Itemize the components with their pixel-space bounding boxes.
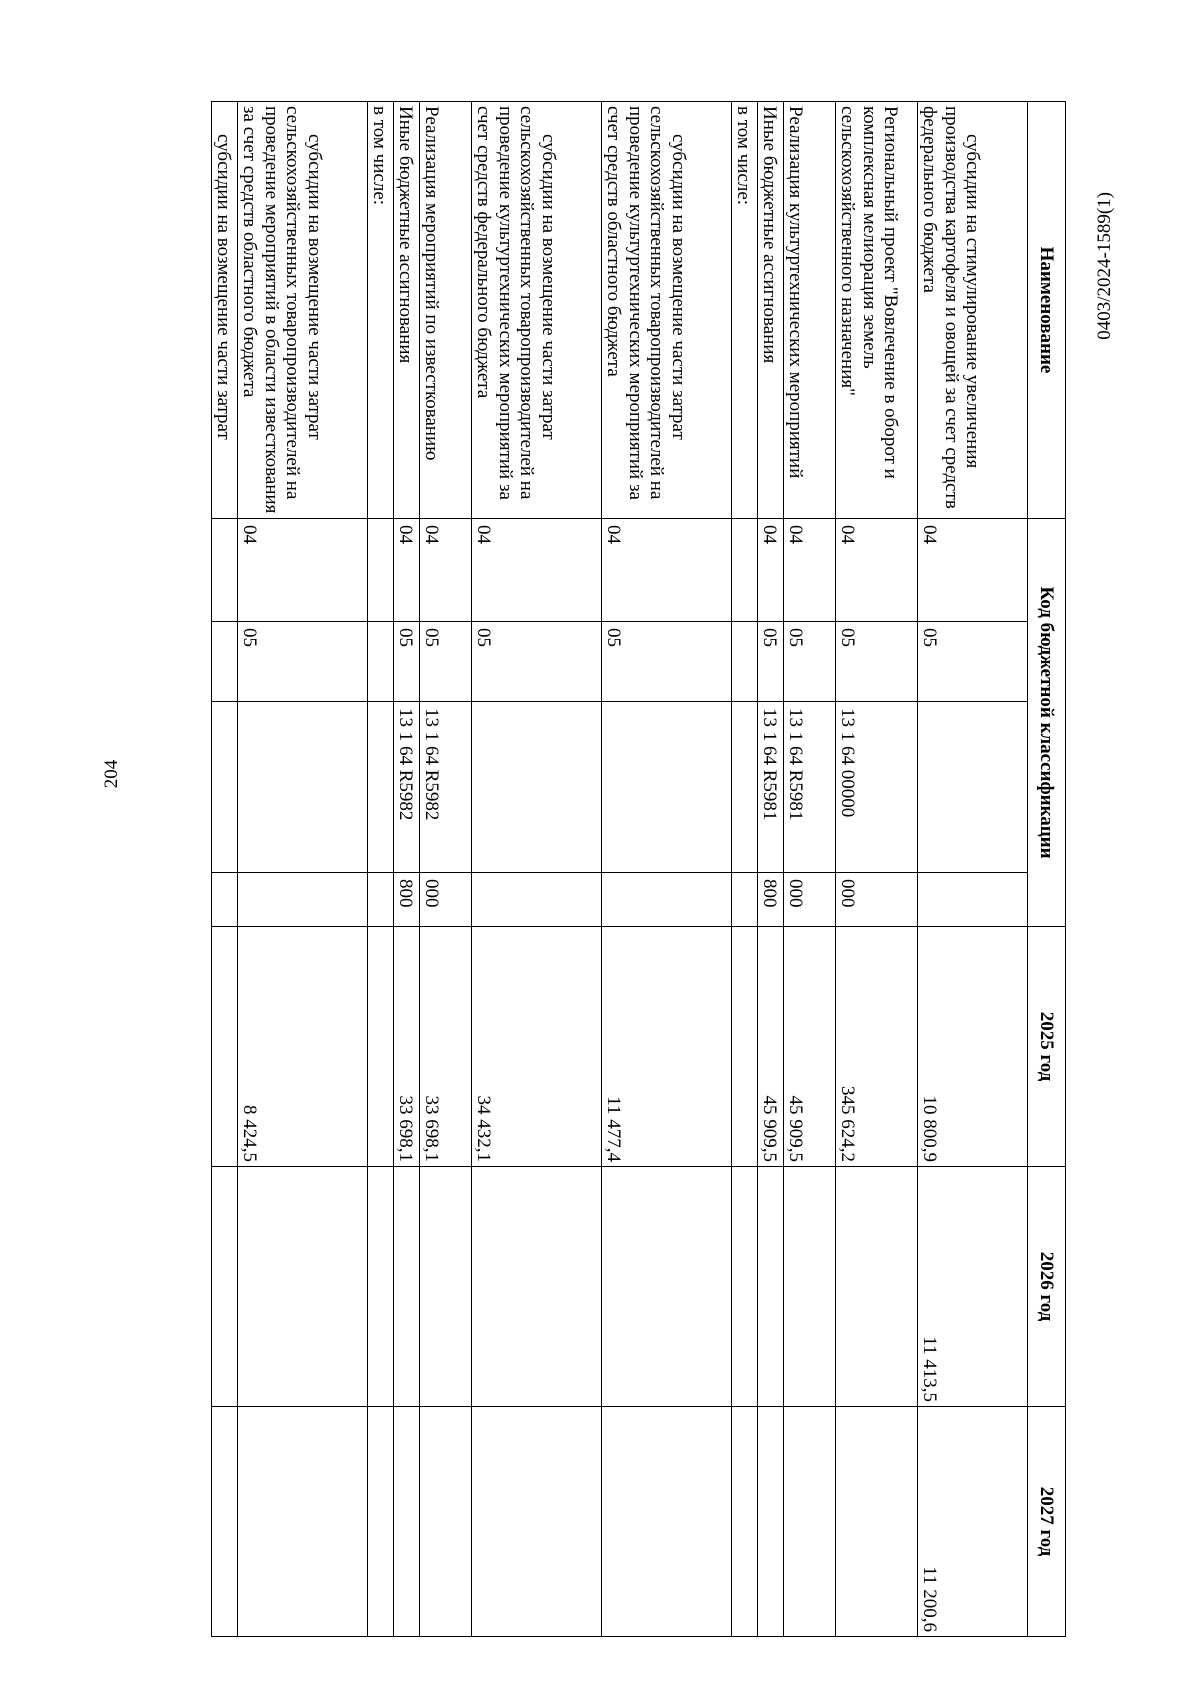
table-row xyxy=(368,102,394,1637)
code-target xyxy=(368,702,394,873)
code-subsection: 05 xyxy=(238,622,368,702)
value-2027 xyxy=(238,1407,368,1637)
value-2025: 45 909,5 xyxy=(784,927,836,1167)
code-expense-type xyxy=(918,873,1028,927)
code-target xyxy=(918,702,1028,873)
value-2025 xyxy=(368,927,394,1167)
row-name: субсидии на стимулирование увеличения производства картофеля и овощей за счет средств федерального бюджета xyxy=(918,102,1028,519)
code-subsection: 05 xyxy=(472,622,602,702)
value-2026 xyxy=(758,1167,784,1407)
code-target: 13 1 64 00000 xyxy=(836,702,918,873)
value-2027 xyxy=(732,1407,758,1637)
value-2027 xyxy=(758,1407,784,1637)
code-expense-type xyxy=(368,873,394,927)
code-target: 13 1 64 R5982 xyxy=(394,702,420,873)
code-target xyxy=(602,702,732,873)
row-name: Иные бюджетные ассигнования xyxy=(758,102,784,519)
value-2026 xyxy=(212,1167,238,1407)
value-2027 xyxy=(784,1407,836,1637)
code-target xyxy=(212,702,238,873)
code-target xyxy=(472,702,602,873)
value-2027 xyxy=(602,1407,732,1637)
value-2025: 11 477,4 xyxy=(602,927,732,1167)
value-2026 xyxy=(836,1167,918,1407)
value-2026 xyxy=(784,1167,836,1407)
row-name: Региональный проект "Вовлечение в оборот и комплексная мелиорация земель сельскохозяйственного назначения" xyxy=(836,102,918,519)
value-2026 xyxy=(472,1167,602,1407)
table-row xyxy=(394,102,420,1637)
code-target: 13 1 64 R5981 xyxy=(784,702,836,873)
header-2025: 2025 год xyxy=(1028,927,1066,1167)
code-section: 04 xyxy=(238,519,368,622)
row-name: Реализация культуртехнических мероприятий xyxy=(784,102,836,519)
table-row xyxy=(784,102,836,1637)
code-expense-type xyxy=(732,873,758,927)
code-section: 04 xyxy=(758,519,784,622)
code-expense-type xyxy=(238,873,368,927)
code-section xyxy=(368,519,394,622)
code-subsection: 05 xyxy=(784,622,836,702)
code-subsection xyxy=(212,622,238,702)
value-2027 xyxy=(394,1407,420,1637)
code-section: 04 xyxy=(918,519,1028,622)
value-2027: 11 200,6 xyxy=(918,1407,1028,1637)
value-2025 xyxy=(212,927,238,1167)
code-target xyxy=(238,702,368,873)
table-row xyxy=(238,102,368,1637)
value-2026 xyxy=(602,1167,732,1407)
code-section xyxy=(732,519,758,622)
value-2027 xyxy=(420,1407,472,1637)
code-expense-type: 000 xyxy=(420,873,472,927)
table-row xyxy=(758,102,784,1637)
code-section: 04 xyxy=(602,519,732,622)
value-2026 xyxy=(394,1167,420,1407)
row-name: субсидии на возмещение части затрат xyxy=(212,102,238,519)
value-2026 xyxy=(732,1167,758,1407)
value-2026 xyxy=(368,1167,394,1407)
code-subsection xyxy=(368,622,394,702)
code-expense-type xyxy=(602,873,732,927)
code-subsection: 05 xyxy=(836,622,918,702)
value-2027 xyxy=(836,1407,918,1637)
code-section: 04 xyxy=(472,519,602,622)
budget-table xyxy=(211,101,1066,1637)
header-2026: 2026 год xyxy=(1028,1167,1066,1407)
page-number: 204 xyxy=(101,759,122,789)
value-2027 xyxy=(368,1407,394,1637)
table-row xyxy=(918,102,1028,1637)
code-subsection: 05 xyxy=(602,622,732,702)
code-target: 13 1 64 R5981 xyxy=(758,702,784,873)
code-section: 04 xyxy=(836,519,918,622)
code-expense-type: 800 xyxy=(394,873,420,927)
header-row xyxy=(1028,102,1066,1637)
code-subsection: 05 xyxy=(758,622,784,702)
value-2025: 45 909,5 xyxy=(758,927,784,1167)
header-name: Наименование xyxy=(1028,102,1066,519)
value-2025: 34 432,1 xyxy=(472,927,602,1167)
header-code: Код бюджетной классификации xyxy=(1028,519,1066,927)
code-subsection: 05 xyxy=(918,622,1028,702)
row-name: Иные бюджетные ассигнования xyxy=(394,102,420,519)
value-2025: 345 624,2 xyxy=(836,927,918,1167)
value-2026 xyxy=(420,1167,472,1407)
row-name: в том числе: xyxy=(732,102,758,519)
code-section xyxy=(212,519,238,622)
code-expense-type: 800 xyxy=(758,873,784,927)
code-target xyxy=(732,702,758,873)
table-row xyxy=(212,102,238,1637)
value-2027 xyxy=(472,1407,602,1637)
table-row xyxy=(420,102,472,1637)
code-subsection: 05 xyxy=(420,622,472,702)
budget-table-rotated xyxy=(176,101,1066,1636)
document-code: 0403/2024-1589(1) xyxy=(1094,192,1115,340)
code-expense-type xyxy=(212,873,238,927)
code-expense-type: 000 xyxy=(836,873,918,927)
value-2025: 10 800,9 xyxy=(918,927,1028,1167)
code-section: 04 xyxy=(394,519,420,622)
row-name: субсидии на возмещение части затрат сельскохозяйственных товаропроизводителей на проведение мероприятий в области известкования за счет средств областного бюджета xyxy=(238,102,368,519)
row-name: субсидии на возмещение части затрат сельскохозяйственных товаропроизводителей на проведение культуртехнических мероприятий за счет средств областного бюджета xyxy=(602,102,732,519)
row-name: субсидии на возмещение части затрат сельскохозяйственных товаропроизводителей на проведение культуртехнических мероприятий за счет средств федерального бюджета xyxy=(472,102,602,519)
table-row xyxy=(602,102,732,1637)
code-target: 13 1 64 R5982 xyxy=(420,702,472,873)
code-section: 04 xyxy=(420,519,472,622)
table-row xyxy=(836,102,918,1637)
value-2027 xyxy=(212,1407,238,1637)
code-expense-type: 000 xyxy=(784,873,836,927)
value-2026: 11 413,5 xyxy=(918,1167,1028,1407)
header-2027: 2027 год xyxy=(1028,1407,1066,1637)
row-name: Реализация мероприятий по известкованию xyxy=(420,102,472,519)
table-row xyxy=(472,102,602,1637)
row-name: в том числе: xyxy=(368,102,394,519)
value-2025 xyxy=(732,927,758,1167)
code-expense-type xyxy=(472,873,602,927)
value-2025: 33 698,1 xyxy=(420,927,472,1167)
code-subsection xyxy=(732,622,758,702)
table-row xyxy=(732,102,758,1637)
value-2025: 8 424,5 xyxy=(238,927,368,1167)
value-2025: 33 698,1 xyxy=(394,927,420,1167)
code-section: 04 xyxy=(784,519,836,622)
code-subsection: 05 xyxy=(394,622,420,702)
value-2026 xyxy=(238,1167,368,1407)
